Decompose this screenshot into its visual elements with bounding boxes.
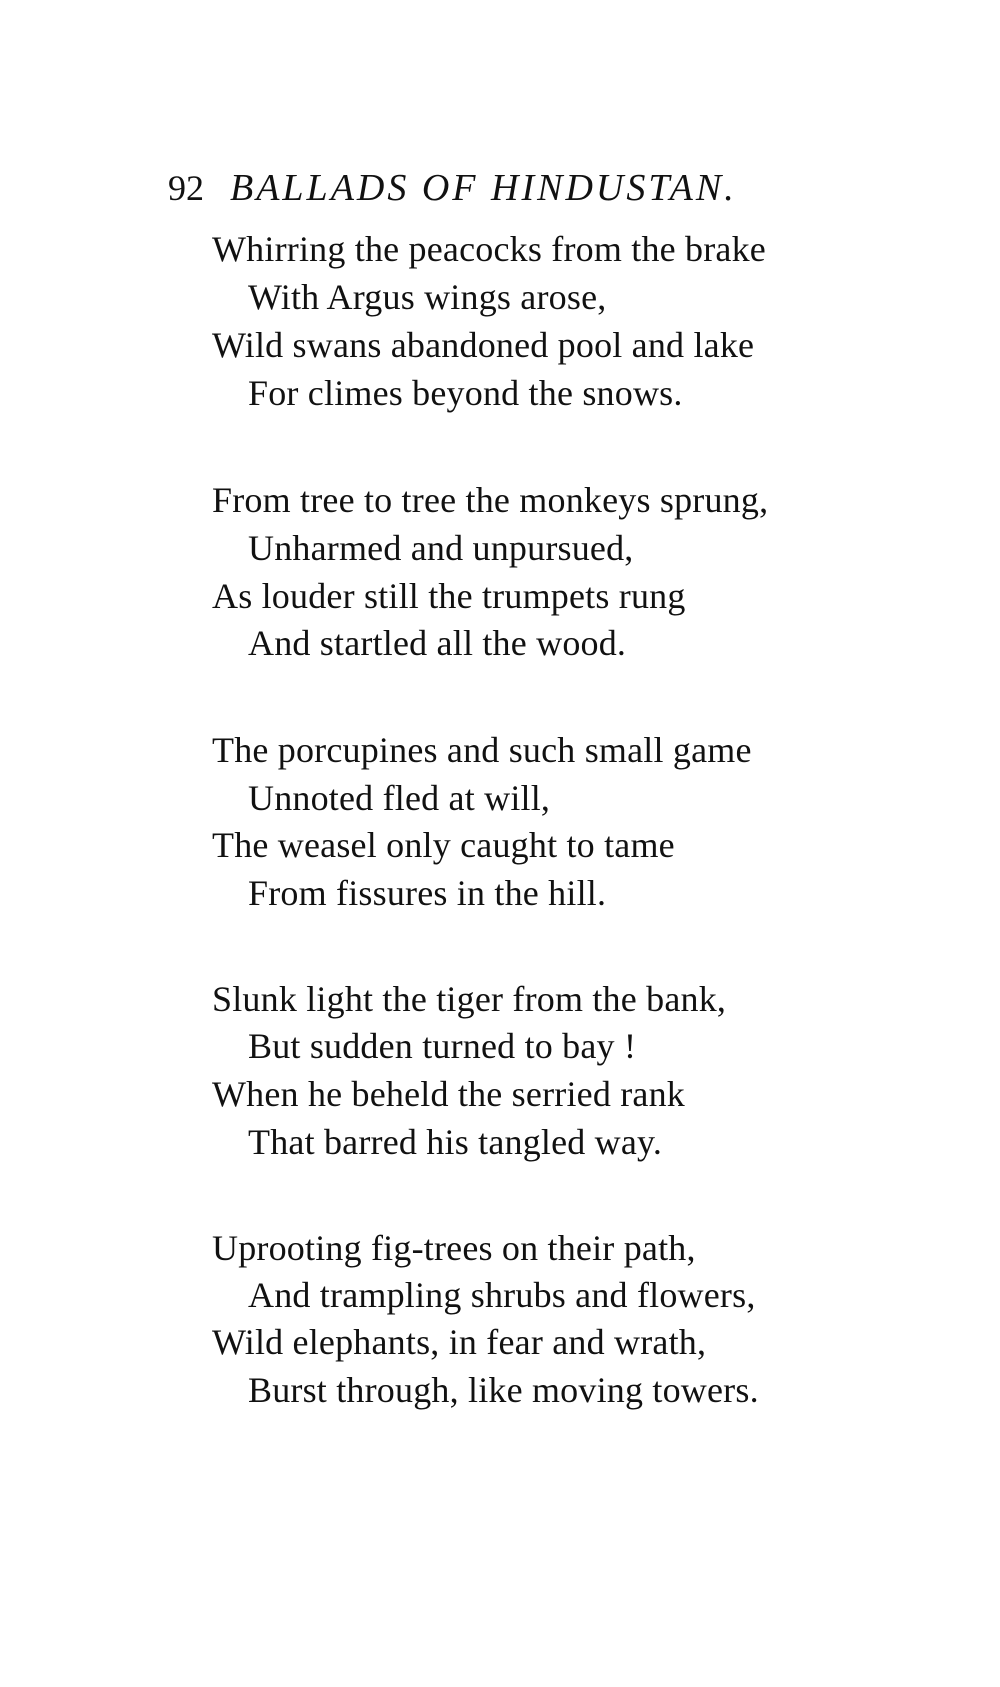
poem-line: The weasel only caught to tame [212, 825, 675, 865]
poem-line: Burst through, like moving towers. [248, 1370, 759, 1410]
poem-line: With Argus wings arose, [248, 277, 607, 317]
poem-line: Wild swans abandoned pool and lake [212, 325, 755, 365]
poem-line: That barred his tangled way. [248, 1122, 663, 1162]
poem-line: From fissures in the hill. [248, 873, 607, 913]
poem-line: Unharmed and unpursued, [248, 528, 634, 568]
poem-line: As louder still the trumpets rung [212, 576, 686, 616]
poem-line: Whirring the peacocks from the brake [212, 229, 766, 269]
poem-line: And trampling shrubs and flowers, [248, 1275, 756, 1315]
poem-line: For climes beyond the snows. [248, 373, 683, 413]
poem-line: And startled all the wood. [248, 623, 627, 663]
poem-line: Uprooting fig-trees on their path, [212, 1228, 696, 1268]
poem-line: Unnoted fled at will, [248, 778, 551, 818]
page-number: 92 [168, 168, 204, 208]
running-head [168, 166, 737, 214]
running-title: BALLADS OF HINDUSTAN. [230, 167, 737, 209]
poem-line: From tree to tree the monkeys sprung, [212, 480, 769, 520]
poem-line: Wild elephants, in fear and wrath, [212, 1322, 707, 1362]
poem-line: When he beheld the serried rank [212, 1074, 685, 1114]
poem-line: Slunk light the tiger from the bank, [212, 979, 727, 1019]
poem-line: But sudden turned to bay ! [248, 1026, 637, 1066]
poem-line: The porcupines and such small game [212, 730, 752, 770]
